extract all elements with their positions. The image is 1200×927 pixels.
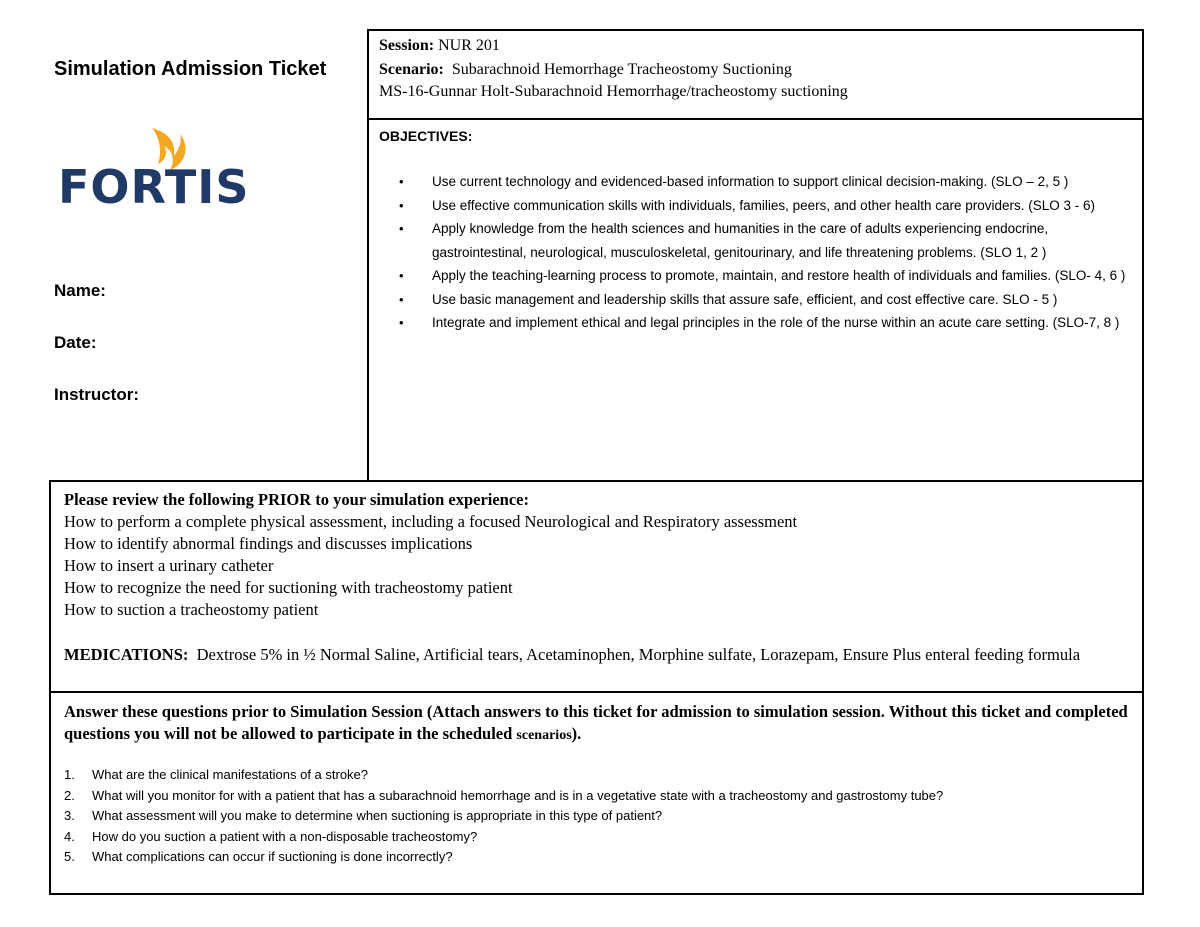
objective-item bbox=[379, 170, 1131, 194]
bullet-icon: • bbox=[399, 291, 404, 307]
questions-box bbox=[49, 691, 1144, 895]
questions-heading-text: Answer these questions prior to Simulation Session (Attach answers to this ticket for admission to simulation session. Without this ticket and completed questions you will not be allowed to participate in the scheduled bbox=[64, 702, 1128, 743]
review-item: How to identify abnormal findings and discusses implications bbox=[64, 534, 473, 553]
bullet-icon: • bbox=[399, 268, 404, 283]
objective-item bbox=[379, 288, 1131, 312]
case-code: MS-16-Gunnar Holt-Subarachnoid Hemorrhage/tracheostomy suctioning bbox=[379, 83, 848, 100]
objective-text: Use effective communication skills with individuals, families, peers, and other health care providers. (SLO 3 - 6) bbox=[432, 197, 1096, 213]
date-label: Date: bbox=[54, 333, 97, 352]
objectives-list bbox=[379, 170, 1131, 335]
question-number: 1. bbox=[64, 767, 75, 782]
session-label: Session: bbox=[379, 37, 435, 54]
session-box bbox=[367, 29, 1144, 120]
objective-item bbox=[379, 311, 1131, 335]
medications-label: MEDICATIONS: bbox=[64, 645, 189, 664]
objectives-heading: OBJECTIVES: bbox=[379, 128, 473, 144]
fortis-logo bbox=[58, 126, 248, 216]
session-value: NUR 201 bbox=[438, 37, 500, 54]
question-number: 5. bbox=[64, 849, 75, 864]
bullet-icon: • bbox=[399, 221, 404, 236]
question-text: What assessment will you make to determine when suctioning is appropriate in this type of patient? bbox=[92, 808, 663, 823]
question-number: 2. bbox=[64, 787, 75, 803]
review-item: How to perform a complete physical assessment, including a focused Neurological and Respiratory assessment bbox=[64, 512, 798, 531]
scenario-label: Scenario: bbox=[379, 61, 444, 78]
name-label: Name: bbox=[54, 281, 106, 300]
session-line bbox=[379, 37, 500, 55]
logo-wordmark: FORTIS bbox=[58, 160, 250, 214]
objective-text: Integrate and implement ethical and legal principles in the role of the nurse within an acute care setting. (SLO-7, 8 ) bbox=[432, 315, 1120, 330]
questions-list bbox=[64, 765, 1134, 868]
review-item: How to insert a urinary catheter bbox=[64, 556, 274, 575]
review-item: How to recognize the need for suctioning with tracheostomy patient bbox=[64, 578, 513, 597]
question-item bbox=[64, 786, 1134, 807]
review-box bbox=[49, 480, 1144, 693]
bullet-icon: • bbox=[399, 315, 404, 330]
medications-text bbox=[64, 644, 1124, 666]
bullet-icon: • bbox=[399, 174, 404, 189]
review-heading: Please review the following PRIOR to your simulation experience: bbox=[64, 490, 529, 509]
questions-heading bbox=[64, 701, 1134, 747]
question-text: What are the clinical manifestations of a stroke? bbox=[92, 767, 369, 782]
objectives-box bbox=[367, 118, 1144, 482]
objective-text: Use current technology and evidenced-based information to support clinical decision-making. (SLO – 2, 5 ) bbox=[432, 174, 1069, 189]
question-number: 4. bbox=[64, 828, 75, 844]
medications-value: Dextrose 5% in ½ Normal Saline, Artificial tears, Acetaminophen, Morphine sulfate, Lorazepam, Ensure Plus enteral feeding formula bbox=[196, 645, 1081, 664]
objective-item bbox=[379, 264, 1131, 288]
question-number: 3. bbox=[64, 808, 75, 823]
question-item bbox=[64, 765, 1134, 786]
scenario-line bbox=[379, 61, 792, 79]
scenario-value: Subarachnoid Hemorrhage Tracheostomy Suctioning bbox=[451, 61, 792, 78]
objective-text: Use basic management and leadership skills that assure safe, efficient, and cost effective care. SLO - 5 ) bbox=[432, 291, 1058, 307]
page-title: Simulation Admission Ticket bbox=[54, 58, 327, 80]
objective-text: Apply knowledge from the health sciences and humanities in the care of adults experiencing endocrine, gastrointestinal, neurological, musculoskeletal, genitourinary, and life threatening problems. (SLO 1, 2 ) bbox=[432, 221, 1049, 260]
question-item bbox=[64, 827, 1134, 848]
question-item bbox=[64, 847, 1134, 868]
objective-item bbox=[379, 217, 1131, 264]
question-text: What complications can occur if suctioning is done incorrectly? bbox=[92, 849, 453, 864]
questions-heading-tail: scenarios bbox=[516, 728, 572, 743]
question-text: How do you suction a patient with a non-disposable tracheostomy? bbox=[92, 828, 478, 844]
objective-text: Apply the teaching-learning process to promote, maintain, and restore health of individuals and families. (SLO- 4, 6 ) bbox=[432, 268, 1126, 283]
question-item bbox=[64, 806, 1134, 827]
questions-heading-end: ). bbox=[571, 724, 582, 743]
instructor-label: Instructor: bbox=[54, 385, 139, 404]
objective-item bbox=[379, 194, 1131, 218]
bullet-icon: • bbox=[399, 197, 404, 213]
question-text: What will you monitor for with a patient that has a subarachnoid hemorrhage and is in a vegetative state with a tracheostomy and gastrostomy tube? bbox=[92, 787, 944, 803]
review-item: How to suction a tracheostomy patient bbox=[64, 600, 319, 619]
